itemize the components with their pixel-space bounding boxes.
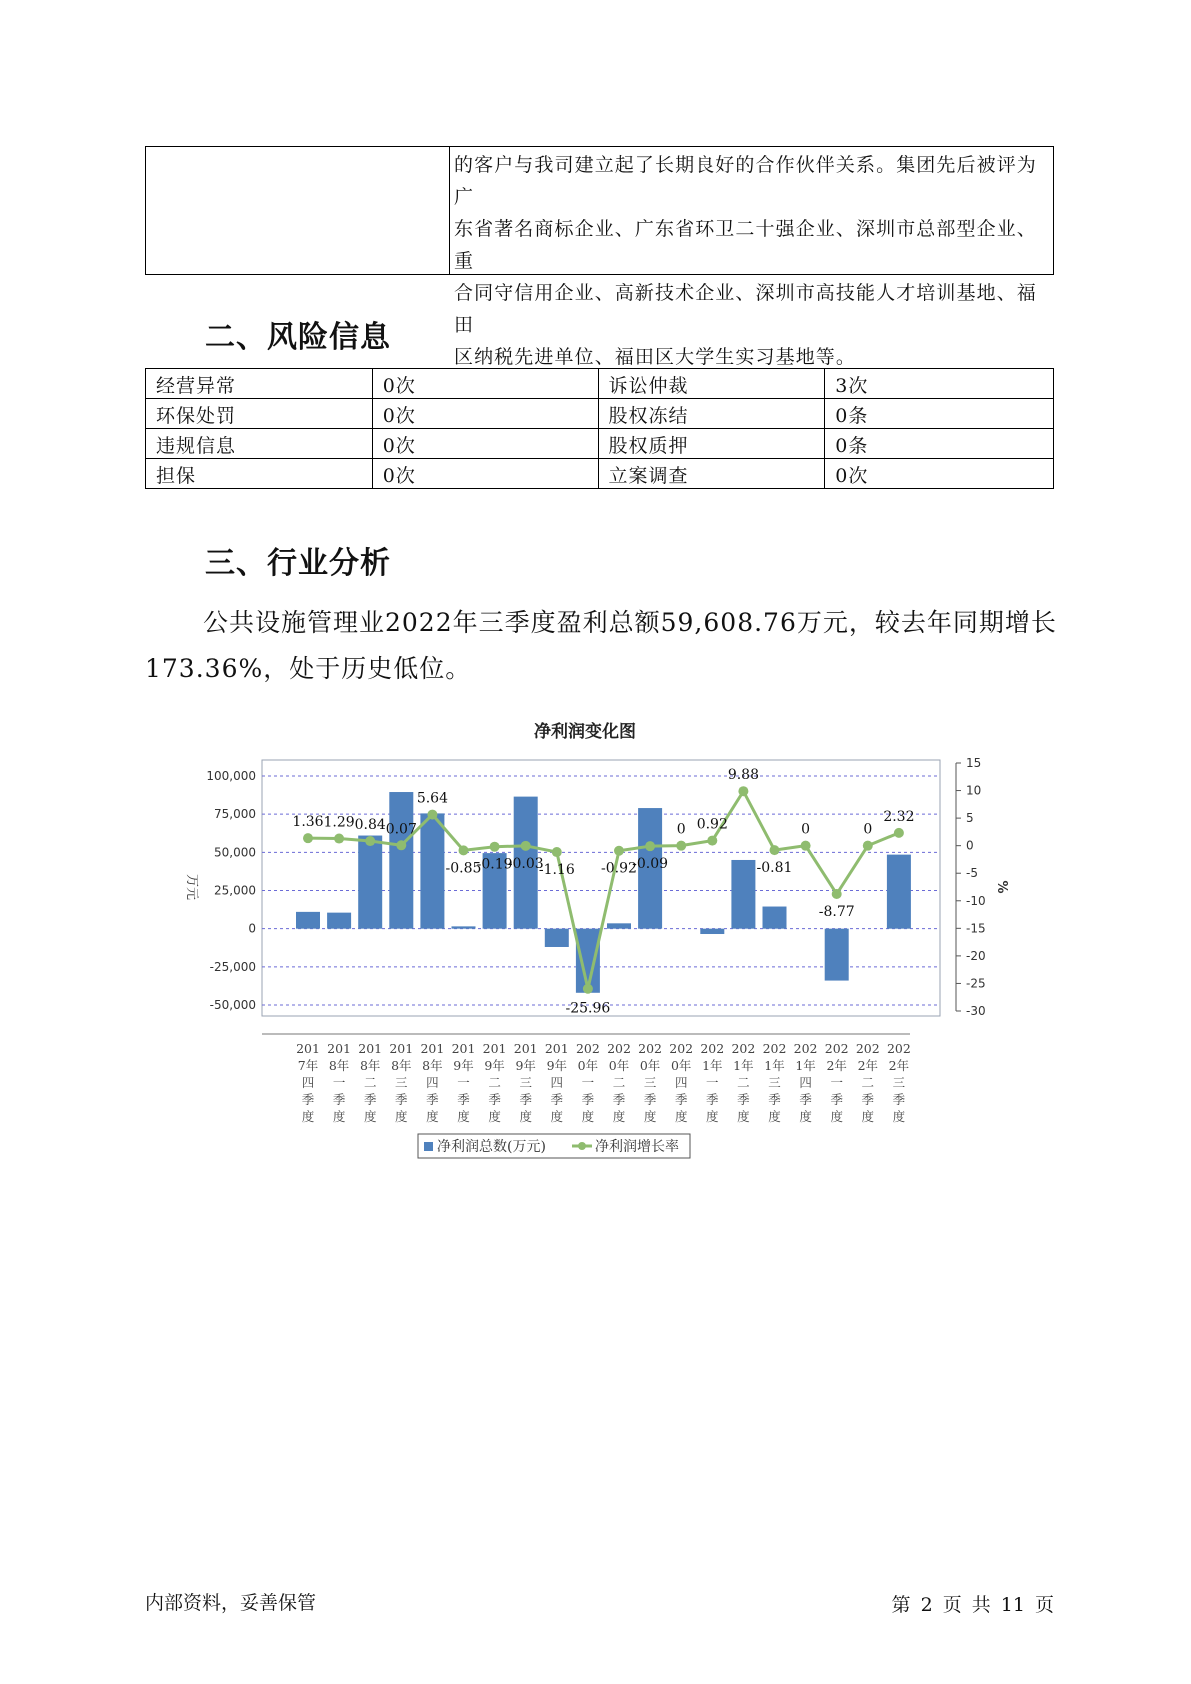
risk-value: 0次 bbox=[372, 399, 598, 429]
growth-rate-point bbox=[521, 841, 531, 851]
x-tick-label: 季 bbox=[799, 1092, 812, 1107]
x-tick-label: 度 bbox=[395, 1109, 408, 1124]
x-tick-label: 度 bbox=[737, 1109, 750, 1124]
y2-tick-label: 10 bbox=[966, 783, 982, 798]
x-tick-label: 度 bbox=[612, 1109, 626, 1124]
y2-tick-label: -15 bbox=[966, 921, 986, 936]
x-tick-label: 0年 bbox=[608, 1058, 630, 1073]
bar bbox=[607, 923, 631, 928]
x-tick-label: 9年 bbox=[453, 1058, 474, 1073]
x-tick-label: 8年 bbox=[422, 1058, 443, 1073]
x-tick-label: 2年 bbox=[857, 1058, 879, 1073]
x-tick-label: 季 bbox=[426, 1092, 439, 1107]
x-tick-label: 度 bbox=[706, 1109, 719, 1124]
growth-rate-point bbox=[770, 845, 780, 855]
risk-value: 3次 bbox=[825, 369, 1054, 399]
growth-rate-point bbox=[738, 786, 748, 796]
x-tick-label: 8年 bbox=[391, 1058, 412, 1073]
y2-tick-label: 0 bbox=[966, 838, 974, 853]
x-tick-label: 季 bbox=[395, 1092, 408, 1107]
growth-rate-label: -0.09 bbox=[632, 856, 669, 873]
x-tick-label: 季 bbox=[674, 1092, 688, 1107]
growth-rate-label: 0 bbox=[676, 821, 686, 838]
bar bbox=[763, 907, 787, 929]
x-tick-label: 0年 bbox=[639, 1058, 661, 1073]
y2-axis-label: % bbox=[994, 880, 1009, 894]
x-tick-label: 季 bbox=[332, 1092, 346, 1107]
table-row bbox=[146, 459, 1054, 489]
growth-rate-point bbox=[583, 984, 593, 994]
x-tick-label: 202 bbox=[638, 1041, 663, 1056]
x-tick-label: 202 bbox=[700, 1041, 725, 1056]
growth-rate-label: -0.92 bbox=[601, 860, 637, 877]
bar bbox=[389, 792, 413, 929]
x-tick-label: 四 bbox=[301, 1075, 315, 1090]
x-tick-label: 201 bbox=[327, 1041, 352, 1056]
x-tick-label: 度 bbox=[830, 1109, 843, 1124]
x-tick-label: 9年 bbox=[484, 1058, 505, 1073]
growth-rate-label: -1.16 bbox=[538, 862, 575, 879]
x-tick-label: 0年 bbox=[670, 1058, 692, 1073]
section-heading-industry: 三、行业分析 bbox=[205, 546, 391, 581]
x-tick-label: 三 bbox=[643, 1075, 657, 1090]
growth-rate-label: -0.85 bbox=[445, 860, 482, 877]
growth-rate-label: -8.77 bbox=[818, 903, 855, 920]
growth-rate-label: 1.36 bbox=[292, 814, 324, 831]
x-tick-label: 度 bbox=[550, 1109, 564, 1124]
intro-label-cell bbox=[146, 147, 450, 274]
growth-rate-label: -0.03 bbox=[507, 855, 544, 872]
x-tick-label: 季 bbox=[737, 1092, 750, 1107]
x-tick-label: 季 bbox=[519, 1092, 532, 1107]
risk-value: 0次 bbox=[825, 459, 1054, 489]
growth-rate-point bbox=[801, 841, 811, 851]
x-tick-label: 度 bbox=[332, 1109, 346, 1124]
bar bbox=[825, 929, 849, 981]
bar bbox=[887, 855, 911, 929]
risk-label: 股权质押 bbox=[598, 429, 825, 459]
x-tick-label: 二 bbox=[612, 1075, 626, 1090]
growth-rate-label: 0.84 bbox=[354, 817, 386, 834]
growth-rate-point bbox=[832, 889, 842, 899]
x-tick-label: 季 bbox=[768, 1092, 781, 1107]
x-tick-label: 202 bbox=[824, 1041, 849, 1056]
y2-tick-label: 15 bbox=[966, 756, 982, 770]
x-tick-label: 三 bbox=[892, 1075, 906, 1090]
growth-rate-label: -0.19 bbox=[476, 856, 513, 873]
bar bbox=[452, 926, 476, 928]
y2-tick-label: -30 bbox=[966, 1004, 986, 1018]
x-tick-label: 201 bbox=[544, 1041, 569, 1056]
risk-label: 违规信息 bbox=[146, 429, 373, 459]
x-tick-label: 季 bbox=[706, 1092, 719, 1107]
x-tick-label: 202 bbox=[762, 1041, 787, 1056]
analysis-text: 公共设施管理业2022年三季度盈利总额59,608.76万元，较去年同期增长173.36%，处于历史低位。 bbox=[145, 608, 1057, 683]
x-tick-label: 季 bbox=[550, 1092, 564, 1107]
risk-label: 股权冻结 bbox=[598, 399, 825, 429]
intro-line: 东省著名商标企业、广东省环卫二十强企业、深圳市总部型企业、重 bbox=[454, 218, 1037, 272]
x-tick-label: 四 bbox=[799, 1075, 812, 1090]
x-tick-label: 二 bbox=[737, 1075, 750, 1090]
growth-rate-point bbox=[614, 846, 624, 856]
growth-rate-label: 0 bbox=[863, 821, 873, 838]
y-tick-label: -25,000 bbox=[209, 959, 256, 974]
x-tick-label: 四 bbox=[674, 1075, 688, 1090]
x-tick-label: 1年 bbox=[795, 1058, 816, 1073]
x-tick-label: 度 bbox=[363, 1109, 377, 1124]
x-tick-label: 8年 bbox=[328, 1058, 350, 1073]
x-tick-label: 二 bbox=[363, 1075, 377, 1090]
x-tick-label: 7年 bbox=[297, 1058, 319, 1073]
risk-label: 担保 bbox=[146, 459, 373, 489]
x-tick-label: 一 bbox=[706, 1075, 719, 1090]
x-tick-label: 1年 bbox=[702, 1058, 723, 1073]
x-tick-label: 季 bbox=[301, 1092, 315, 1107]
x-tick-label: 201 bbox=[389, 1041, 414, 1056]
x-tick-label: 度 bbox=[301, 1109, 315, 1124]
x-tick-label: 季 bbox=[457, 1092, 470, 1107]
growth-rate-point bbox=[459, 845, 469, 855]
x-tick-label: 季 bbox=[861, 1092, 875, 1107]
risk-label: 环保处罚 bbox=[146, 399, 373, 429]
risk-value: 0次 bbox=[372, 369, 598, 399]
footer-confidential: 内部资料，妥善保管 bbox=[145, 1592, 317, 1614]
x-tick-label: 季 bbox=[643, 1092, 657, 1107]
net-profit-chart bbox=[180, 712, 1009, 1172]
x-tick-label: 0年 bbox=[577, 1058, 599, 1073]
intro-line: 区纳税先进单位、福田区大学生实习基地等。 bbox=[454, 346, 857, 368]
y-tick-label: 25,000 bbox=[214, 883, 256, 898]
growth-rate-point bbox=[427, 810, 437, 820]
y2-tick-label: -20 bbox=[966, 948, 986, 963]
x-tick-label: 三 bbox=[395, 1075, 408, 1090]
x-tick-label: 度 bbox=[643, 1109, 657, 1124]
intro-line: 合同守信用企业、高新技术企业、深圳市高技能人才培训基地、福田 bbox=[454, 282, 1037, 336]
growth-rate-label: 9.88 bbox=[727, 767, 759, 784]
growth-rate-point bbox=[894, 828, 904, 838]
growth-rate-point bbox=[707, 836, 717, 846]
y-tick-label: 100,000 bbox=[206, 769, 256, 783]
x-tick-label: 度 bbox=[861, 1109, 875, 1124]
x-tick-label: 度 bbox=[488, 1109, 501, 1124]
risk-label: 诉讼仲裁 bbox=[598, 369, 825, 399]
x-tick-label: 季 bbox=[830, 1092, 843, 1107]
x-tick-label: 季 bbox=[892, 1092, 906, 1107]
x-tick-label: 度 bbox=[426, 1109, 439, 1124]
y-tick-label: 75,000 bbox=[214, 807, 256, 822]
y-tick-label: -50,000 bbox=[209, 998, 256, 1012]
x-tick-label: 度 bbox=[581, 1109, 595, 1124]
x-tick-label: 201 bbox=[482, 1041, 507, 1056]
analysis-paragraph bbox=[145, 600, 1065, 692]
legend-bar-label: 净利润总数(万元) bbox=[437, 1139, 546, 1155]
bar bbox=[358, 836, 382, 929]
bar bbox=[731, 860, 755, 929]
x-tick-label: 202 bbox=[731, 1041, 756, 1056]
x-tick-label: 1年 bbox=[733, 1058, 754, 1073]
x-tick-label: 二 bbox=[861, 1075, 875, 1090]
legend-bar-swatch bbox=[424, 1142, 433, 1151]
x-tick-label: 201 bbox=[420, 1041, 445, 1056]
x-tick-label: 度 bbox=[892, 1109, 906, 1124]
growth-rate-label: 0.07 bbox=[385, 821, 417, 838]
growth-rate-point bbox=[396, 840, 406, 850]
x-tick-label: 202 bbox=[607, 1041, 631, 1056]
growth-rate-label: 5.64 bbox=[416, 790, 448, 807]
x-tick-label: 一 bbox=[830, 1075, 843, 1090]
chart-title: 净利润变化图 bbox=[534, 722, 636, 742]
bar bbox=[327, 913, 351, 929]
risk-value: 0条 bbox=[825, 429, 1054, 459]
growth-rate-point bbox=[645, 841, 655, 851]
y-tick-label: 50,000 bbox=[214, 845, 256, 860]
bar bbox=[545, 929, 569, 947]
growth-rate-label: -25.96 bbox=[565, 1000, 611, 1017]
x-tick-label: 2年 bbox=[826, 1058, 847, 1073]
y2-tick-label: -25 bbox=[966, 976, 986, 991]
x-tick-label: 201 bbox=[451, 1041, 476, 1056]
footer-page-number: 第 2 页 共 11 页 bbox=[891, 1594, 1054, 1616]
x-tick-label: 2年 bbox=[888, 1058, 910, 1073]
table-row bbox=[146, 369, 1054, 399]
x-tick-label: 二 bbox=[488, 1075, 501, 1090]
intro-text-cell bbox=[450, 147, 1053, 368]
risk-value: 0条 bbox=[825, 399, 1054, 429]
x-tick-label: 三 bbox=[519, 1075, 532, 1090]
growth-rate-point bbox=[676, 841, 686, 851]
x-tick-label: 四 bbox=[550, 1075, 564, 1090]
x-tick-label: 季 bbox=[612, 1092, 626, 1107]
y2-tick-label: -5 bbox=[966, 866, 978, 881]
y2-tick-label: -10 bbox=[966, 893, 986, 908]
bar bbox=[420, 813, 444, 928]
x-tick-label: 9年 bbox=[546, 1058, 568, 1073]
growth-rate-point bbox=[303, 833, 313, 843]
growth-rate-label: 0 bbox=[801, 821, 811, 838]
risk-info-table bbox=[145, 368, 1054, 489]
table-row bbox=[146, 429, 1054, 459]
x-tick-label: 8年 bbox=[359, 1058, 381, 1073]
growth-rate-point bbox=[863, 841, 873, 851]
x-tick-label: 202 bbox=[575, 1041, 600, 1056]
y-tick-label: 0 bbox=[248, 921, 256, 936]
intro-line: 的客户与我司建立起了长期良好的合作伙伴关系。集团先后被评为广 bbox=[454, 154, 1037, 208]
x-tick-label: 四 bbox=[426, 1075, 439, 1090]
growth-rate-label: 2.32 bbox=[883, 808, 915, 825]
x-tick-label: 201 bbox=[358, 1041, 383, 1056]
growth-rate-label: -0.81 bbox=[756, 860, 793, 877]
risk-value: 0次 bbox=[372, 459, 598, 489]
x-tick-label: 一 bbox=[332, 1075, 346, 1090]
bar bbox=[296, 912, 320, 929]
x-tick-label: 度 bbox=[674, 1109, 688, 1124]
x-tick-label: 度 bbox=[457, 1109, 470, 1124]
x-tick-label: 季 bbox=[363, 1092, 377, 1107]
x-tick-label: 201 bbox=[513, 1041, 538, 1056]
risk-label: 立案调查 bbox=[598, 459, 825, 489]
x-tick-label: 9年 bbox=[515, 1058, 536, 1073]
x-tick-label: 一 bbox=[457, 1075, 470, 1090]
x-tick-label: 202 bbox=[669, 1041, 694, 1056]
x-tick-label: 202 bbox=[793, 1041, 818, 1056]
growth-rate-label: 1.29 bbox=[323, 814, 355, 831]
y2-tick-label: 5 bbox=[966, 811, 974, 826]
x-tick-label: 季 bbox=[581, 1092, 595, 1107]
growth-rate-point bbox=[490, 842, 500, 852]
legend-line-label: 净利润增长率 bbox=[595, 1139, 679, 1155]
table-row bbox=[146, 399, 1054, 429]
growth-rate-point bbox=[365, 836, 375, 846]
growth-rate-point bbox=[552, 847, 562, 857]
x-tick-label: 一 bbox=[581, 1075, 595, 1090]
growth-rate-label: 0.92 bbox=[696, 816, 728, 833]
section-heading-risk: 二、风险信息 bbox=[205, 320, 391, 355]
risk-label: 经营异常 bbox=[146, 369, 373, 399]
x-tick-label: 度 bbox=[768, 1109, 781, 1124]
risk-value: 0次 bbox=[372, 429, 598, 459]
x-tick-label: 202 bbox=[855, 1041, 880, 1056]
x-tick-label: 度 bbox=[519, 1109, 532, 1124]
x-tick-label: 度 bbox=[799, 1109, 812, 1124]
x-tick-label: 1年 bbox=[764, 1058, 785, 1073]
x-tick-label: 202 bbox=[886, 1041, 911, 1056]
bar bbox=[700, 929, 724, 934]
x-tick-label: 季 bbox=[488, 1092, 501, 1107]
legend-line-marker bbox=[578, 1142, 586, 1150]
growth-rate-point bbox=[334, 834, 344, 844]
x-tick-label: 201 bbox=[296, 1041, 320, 1056]
y-axis-label: 万元 bbox=[184, 873, 199, 901]
x-tick-label: 三 bbox=[768, 1075, 781, 1090]
